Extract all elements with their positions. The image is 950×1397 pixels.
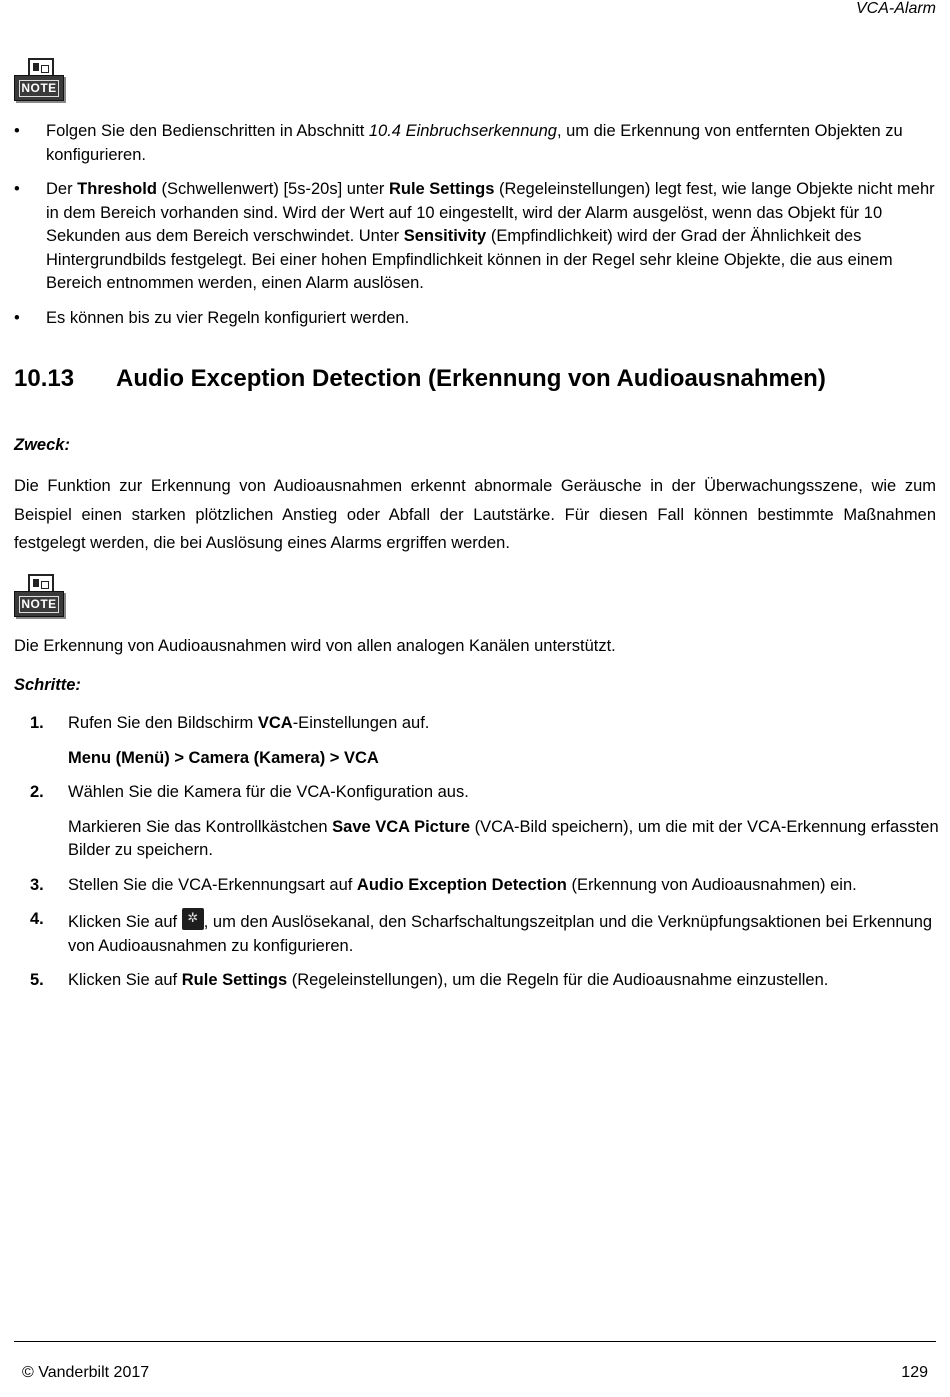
- purpose-paragraph: Die Funktion zur Erkennung von Audioausnahmen erkennt abnormale Geräusche in der Überwachungsszene, wie zum Beispiel einen starken plötzlichen Anstieg oder Abfall der Lautstärke. Für diesen Fall können bestimmte Maßnahmen festgelegt werden, die bei Auslösung eines Alarms ergriffen werden.: [14, 477, 936, 552]
- bullet-item: [14, 307, 936, 331]
- bullet-text: Es können bis zu vier Regeln konfiguriert werden.: [46, 308, 410, 327]
- purpose-label: Zweck:: [14, 436, 70, 454]
- note-text: Die Erkennung von Audioausnahmen wird von allen analogen Kanälen unterstützt.: [14, 637, 616, 655]
- note-icon: NOTE: [14, 58, 64, 102]
- bullet-item: [14, 120, 936, 167]
- footer-copyright: © Vanderbilt 2017: [22, 1364, 150, 1381]
- step-item: [14, 908, 939, 958]
- footer-divider: [14, 1341, 936, 1342]
- step-text: Stellen Sie die VCA-Erkennungsart auf Audio Exception Detection (Erkennung von Audioausnahmen) ein.: [68, 875, 857, 894]
- note-icon: NOTE: [14, 574, 64, 618]
- running-header: VCA-Alarm: [855, 0, 936, 17]
- step-item: [14, 781, 939, 805]
- step-detail: Markieren Sie das Kontrollkästchen Save VCA Picture (VCA-Bild speichern), um die mit der VCA-Erkennung erfassten Bilder zu speichern.: [68, 817, 939, 859]
- note-bullet-list: [14, 120, 936, 341]
- inline-emphasis: Menu (Menü) > Camera (Kamera) > VCA: [68, 748, 379, 767]
- step-number: 5.: [30, 971, 44, 989]
- inline-emphasis: Rule Settings: [388, 180, 495, 198]
- inline-emphasis: VCA: [257, 714, 293, 732]
- inline-emphasis: Audio Exception Detection: [356, 875, 567, 894]
- step-text: Rufen Sie den Bildschirm VCA-Einstellungen auf.: [68, 714, 430, 732]
- section-heading: [14, 365, 826, 393]
- inline-emphasis: Save VCA Picture: [332, 817, 471, 836]
- step-item: [14, 712, 939, 736]
- step-text: Wählen Sie die Kamera für die VCA-Konfiguration aus.: [68, 783, 469, 801]
- steps-list: [14, 712, 939, 1004]
- step-item: [14, 874, 939, 898]
- bullet-dot: •: [14, 308, 20, 327]
- bullet-dot: •: [14, 180, 20, 198]
- page-number: 129: [901, 1364, 928, 1381]
- bullet-item: [14, 178, 936, 296]
- bullet-text: Folgen Sie den Bedienschritten in Abschnitt 10.4 Einbruchserkennung, um die Erkennung von entfernten Objekten zu konfigurieren.: [46, 122, 903, 164]
- step-number: 1.: [30, 714, 44, 732]
- steps-label: Schritte:: [14, 676, 81, 694]
- step-item: [14, 969, 939, 993]
- section-title: Audio Exception Detection (Erkennung von Audioausnahmen): [116, 365, 826, 392]
- step-text: Klicken Sie auf Rule Settings (Regeleinstellungen), um die Regeln für die Audioausnahme einzustellen.: [68, 971, 829, 989]
- step-text: Klicken Sie auf ✲, um den Auslösekanal, den Scharfschaltungszeitplan und die Verknüpfungsaktionen bei Erkennung von Audioausnahmen zu konfigurieren.: [68, 913, 932, 955]
- inline-emphasis: Threshold: [77, 180, 157, 198]
- step-number: 3.: [30, 875, 44, 894]
- bullet-text: Der Threshold (Schwellenwert) [5s-20s] unter Rule Settings (Regeleinstellungen) legt fest, wie lange Objekte nicht mehr in dem Bereich vorhanden sind. Wird der Wert auf 10 eingestellt, wird der Alarm ausgelöst, wenn das Objekt für 10 Sekunden aus dem Bereich verschwindet. Unter Sensitivity (Empfindlichkeit) wird der Grad der Ähnlichkeit des Hintergrundbilds festgelegt. Bei einer hohen Empfindlichkeit können in der Regel sehr kleine Objekte, die aus einem Bereich entnommen werden, einen Alarm auslösen.: [46, 180, 935, 292]
- inline-emphasis: Rule Settings: [181, 971, 288, 989]
- step-number: 2.: [30, 783, 44, 801]
- step-detail: [14, 747, 939, 771]
- gear-icon: [182, 908, 204, 930]
- section-number: 10.13: [14, 365, 75, 392]
- inline-emphasis: Sensitivity: [403, 227, 487, 245]
- bullet-dot: •: [14, 122, 20, 140]
- step-number: 4.: [30, 910, 44, 928]
- inline-emphasis: 10.4 Einbruchserkennung: [368, 122, 557, 140]
